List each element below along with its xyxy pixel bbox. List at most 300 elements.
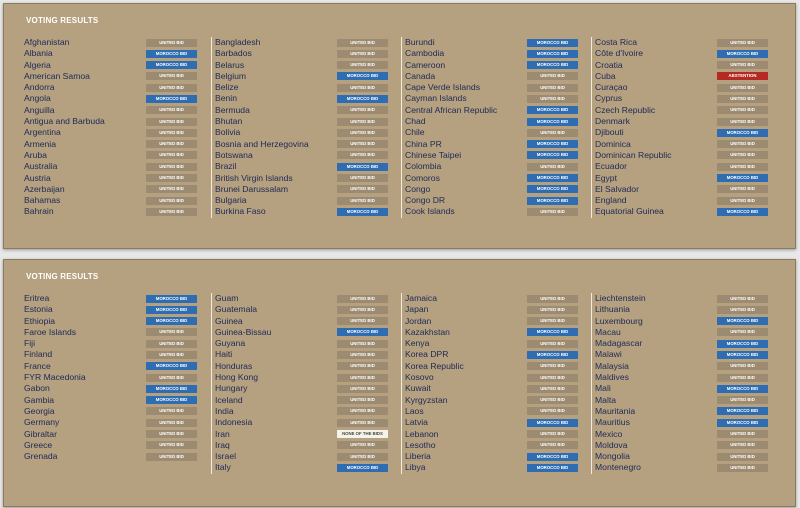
country-name: Brazil: [215, 161, 237, 172]
country-columns: [21, 37, 781, 237]
vote-badge: UNITED BID: [717, 185, 768, 193]
country-name: Bosnia and Herzegovina: [215, 138, 309, 149]
country-name: Czech Republic: [595, 104, 656, 115]
country-row: [402, 127, 584, 138]
vote-badge: UNITED BID: [717, 61, 768, 69]
vote-badge: UNITED BID: [527, 374, 578, 382]
country-row: [21, 316, 203, 327]
country-row: [402, 451, 584, 462]
vote-badge: UNITED BID: [527, 441, 578, 449]
country-name: Iceland: [215, 394, 243, 405]
country-row: [212, 93, 394, 104]
country-name: Ecuador: [595, 161, 628, 172]
country-row: [592, 150, 774, 161]
country-row: [592, 327, 774, 338]
country-name: Burundi: [405, 37, 435, 47]
country-row: [402, 150, 584, 161]
vote-badge: MOROCCO BID: [337, 464, 388, 472]
country-row: [402, 184, 584, 195]
country-name: Belarus: [215, 59, 245, 70]
country-name: Guyana: [215, 338, 246, 349]
country-row: [592, 116, 774, 127]
country-name: Kuwait: [405, 383, 431, 394]
vote-badge: UNITED BID: [146, 340, 197, 348]
country-row: [21, 139, 203, 150]
country-name: Lesotho: [405, 439, 436, 450]
country-row: [592, 304, 774, 315]
country-row: [592, 82, 774, 93]
country-row: [21, 60, 203, 71]
vote-badge: UNITED BID: [337, 50, 388, 58]
country-column: [591, 37, 774, 218]
country-name: Maldives: [595, 372, 629, 383]
country-row: [402, 195, 584, 206]
country-name: Argentina: [24, 127, 61, 138]
country-name: Gambia: [24, 394, 55, 405]
country-name: Botswana: [215, 149, 253, 160]
country-name: Dominican Republic: [595, 149, 672, 160]
country-column: [21, 293, 203, 462]
country-name: Bhutan: [215, 116, 243, 127]
vote-badge: UNITED BID: [337, 340, 388, 348]
vote-badge: UNITED BID: [337, 151, 388, 159]
vote-badge: MOROCCO BID: [527, 106, 578, 114]
vote-badge: MOROCCO BID: [717, 129, 768, 137]
vote-badge: ABSTENTION: [717, 72, 768, 80]
country-name: Central African Republic: [405, 104, 498, 115]
country-row: [212, 316, 394, 327]
country-name: Liechtenstein: [595, 293, 646, 303]
vote-badge: MOROCCO BID: [527, 185, 578, 193]
country-row: [21, 127, 203, 138]
country-name: Luxembourg: [595, 315, 643, 326]
vote-badge: MOROCCO BID: [527, 197, 578, 205]
vote-badge: UNITED BID: [527, 129, 578, 137]
country-name: Austria: [24, 172, 51, 183]
country-name: Chile: [405, 127, 425, 138]
country-row: [212, 139, 394, 150]
vote-badge: MOROCCO BID: [337, 95, 388, 103]
country-row: [592, 451, 774, 462]
country-name: Kosovo: [405, 372, 434, 383]
country-name: Belize: [215, 82, 239, 93]
vote-badge: UNITED BID: [337, 61, 388, 69]
vote-badge: UNITED BID: [717, 84, 768, 92]
country-name: Malawi: [595, 349, 622, 360]
vote-badge: UNITED BID: [337, 407, 388, 415]
country-row: [212, 195, 394, 206]
vote-badge: UNITED BID: [146, 118, 197, 126]
country-name: Libya: [405, 462, 426, 473]
country-row: [212, 173, 394, 184]
vote-badge: MOROCCO BID: [146, 295, 197, 303]
country-row: [212, 206, 394, 217]
country-row: [402, 338, 584, 349]
vote-badge: UNITED BID: [146, 419, 197, 427]
country-name: Mali: [595, 383, 611, 394]
country-row: [592, 395, 774, 406]
vote-badge: UNITED BID: [337, 362, 388, 370]
vote-badge: UNITED BID: [527, 295, 578, 303]
country-name: Equatorial Guinea: [595, 206, 664, 217]
vote-badge: UNITED BID: [337, 295, 388, 303]
country-name: El Salvador: [595, 183, 639, 194]
country-name: Japan: [405, 304, 429, 315]
country-row: [402, 327, 584, 338]
vote-badge: MOROCCO BID: [337, 328, 388, 336]
country-name: Cambodia: [405, 48, 445, 59]
country-name: Germany: [24, 417, 60, 428]
vote-badge: UNITED BID: [146, 129, 197, 137]
vote-badge: UNITED BID: [146, 72, 197, 80]
vote-badge: MOROCCO BID: [527, 61, 578, 69]
vote-badge: UNITED BID: [337, 419, 388, 427]
country-column: [401, 37, 584, 218]
country-name: Algeria: [24, 59, 51, 70]
country-row: [21, 361, 203, 372]
vote-badge: UNITED BID: [717, 441, 768, 449]
vote-badge: MOROCCO BID: [717, 50, 768, 58]
country-row: [402, 383, 584, 394]
country-row: [402, 293, 584, 304]
country-name: India: [215, 405, 234, 416]
vote-badge: UNITED BID: [337, 396, 388, 404]
vote-badge: UNITED BID: [337, 185, 388, 193]
vote-badge: UNITED BID: [337, 106, 388, 114]
country-name: Brunei Darussalam: [215, 183, 289, 194]
country-name: Bolivia: [215, 127, 241, 138]
vote-badge: UNITED BID: [146, 185, 197, 193]
country-row: [21, 327, 203, 338]
country-name: Hong Kong: [215, 372, 259, 383]
vote-badge: MOROCCO BID: [146, 50, 197, 58]
country-row: [402, 395, 584, 406]
country-row: [212, 60, 394, 71]
country-name: Barbados: [215, 48, 252, 59]
country-name: Gibraltar: [24, 428, 57, 439]
country-name: Kazakhstan: [405, 326, 450, 337]
vote-badge: MOROCCO BID: [717, 317, 768, 325]
country-row: [212, 395, 394, 406]
vote-badge: UNITED BID: [527, 407, 578, 415]
country-name: Cape Verde Islands: [405, 82, 481, 93]
vote-badge: MOROCCO BID: [337, 208, 388, 216]
country-name: Bahrain: [24, 206, 54, 217]
country-column: [591, 293, 774, 474]
country-name: Kyrgyzstan: [405, 394, 448, 405]
country-row: [592, 440, 774, 451]
country-row: [402, 82, 584, 93]
country-row: [21, 71, 203, 82]
country-row: [592, 71, 774, 82]
country-name: Israel: [215, 451, 237, 462]
country-name: Australia: [24, 161, 58, 172]
country-name: Bermuda: [215, 104, 250, 115]
vote-badge: MOROCCO BID: [527, 174, 578, 182]
country-name: Lebanon: [405, 428, 439, 439]
vote-badge: MOROCCO BID: [527, 118, 578, 126]
vote-badge: MOROCCO BID: [527, 419, 578, 427]
country-name: Bahamas: [24, 195, 61, 206]
country-row: [402, 139, 584, 150]
country-name: Greece: [24, 439, 53, 450]
country-name: Mongolia: [595, 451, 630, 462]
country-row: [21, 429, 203, 440]
country-name: Fiji: [24, 338, 35, 349]
country-row: [592, 60, 774, 71]
country-row: [21, 105, 203, 116]
vote-badge: UNITED BID: [527, 362, 578, 370]
country-name: Benin: [215, 93, 237, 104]
country-name: Colombia: [405, 161, 442, 172]
country-name: Antigua and Barbuda: [24, 116, 105, 127]
country-row: [592, 383, 774, 394]
country-name: Costa Rica: [595, 37, 638, 47]
country-row: [212, 293, 394, 304]
country-row: [402, 462, 584, 473]
country-row: [212, 349, 394, 360]
country-row: [592, 105, 774, 116]
vote-badge: UNITED BID: [717, 118, 768, 126]
vote-badge: MOROCCO BID: [146, 61, 197, 69]
country-row: [592, 372, 774, 383]
vote-badge: UNITED BID: [146, 151, 197, 159]
vote-badge: UNITED BID: [146, 197, 197, 205]
vote-badge: MOROCCO BID: [146, 306, 197, 314]
country-name: Bulgaria: [215, 195, 247, 206]
country-name: Albania: [24, 48, 53, 59]
country-row: [402, 316, 584, 327]
country-row: [212, 150, 394, 161]
vote-badge: MOROCCO BID: [717, 340, 768, 348]
country-name: Bangladesh: [215, 37, 261, 47]
country-name: Curaçao: [595, 82, 628, 93]
country-name: France: [24, 360, 51, 371]
vote-badge: UNITED BID: [527, 208, 578, 216]
country-row: [212, 429, 394, 440]
country-row: [592, 361, 774, 372]
country-row: [592, 48, 774, 59]
country-row: [592, 184, 774, 195]
vote-badge: NONE OF THE BIDS: [337, 430, 388, 438]
country-row: [402, 372, 584, 383]
vote-badge: UNITED BID: [717, 430, 768, 438]
country-name: Iraq: [215, 439, 230, 450]
country-row: [402, 60, 584, 71]
vote-badge: MOROCCO BID: [527, 453, 578, 461]
country-row: [402, 440, 584, 451]
country-name: Korea Republic: [405, 360, 464, 371]
country-name: Azerbaijan: [24, 183, 65, 194]
vote-badge: UNITED BID: [337, 118, 388, 126]
country-column: [401, 293, 584, 474]
vote-badge: UNITED BID: [337, 453, 388, 461]
country-row: [212, 327, 394, 338]
country-name: Malta: [595, 394, 617, 405]
vote-badge: UNITED BID: [527, 385, 578, 393]
country-row: [592, 206, 774, 217]
vote-badge: MOROCCO BID: [146, 95, 197, 103]
country-name: Mauritania: [595, 405, 636, 416]
country-row: [402, 206, 584, 217]
country-row: [21, 372, 203, 383]
country-row: [212, 372, 394, 383]
country-row: [212, 462, 394, 473]
country-name: Dominica: [595, 138, 631, 149]
country-row: [212, 37, 394, 48]
country-name: Afghanistan: [24, 37, 70, 47]
country-name: Malaysia: [595, 360, 629, 371]
vote-badge: UNITED BID: [146, 163, 197, 171]
vote-badge: MOROCCO BID: [717, 174, 768, 182]
vote-badge: MOROCCO BID: [717, 385, 768, 393]
vote-badge: UNITED BID: [146, 430, 197, 438]
country-name: Aruba: [24, 149, 47, 160]
country-name: Comoros: [405, 172, 440, 183]
vote-badge: UNITED BID: [717, 328, 768, 336]
vote-badge: MOROCCO BID: [527, 464, 578, 472]
country-name: Latvia: [405, 417, 428, 428]
country-row: [402, 116, 584, 127]
vote-badge: UNITED BID: [146, 140, 197, 148]
country-name: Egypt: [595, 172, 617, 183]
country-row: [592, 406, 774, 417]
country-name: Georgia: [24, 405, 55, 416]
country-row: [212, 127, 394, 138]
country-name: Cook Islands: [405, 206, 455, 217]
vote-badge: MOROCCO BID: [717, 407, 768, 415]
vote-badge: UNITED BID: [146, 84, 197, 92]
country-name: Côte d'Ivoire: [595, 48, 643, 59]
voting-results-panel-1: [3, 3, 796, 249]
country-name: Eritrea: [24, 293, 50, 303]
country-name: Chad: [405, 116, 426, 127]
country-name: Mauritius: [595, 417, 630, 428]
vote-badge: UNITED BID: [337, 129, 388, 137]
country-name: Laos: [405, 405, 424, 416]
vote-badge: UNITED BID: [717, 197, 768, 205]
vote-badge: UNITED BID: [146, 208, 197, 216]
country-row: [21, 173, 203, 184]
vote-badge: UNITED BID: [146, 407, 197, 415]
country-name: Mexico: [595, 428, 623, 439]
country-name: Cuba: [595, 70, 616, 81]
country-row: [402, 429, 584, 440]
country-row: [21, 304, 203, 315]
country-row: [402, 93, 584, 104]
country-row: [212, 82, 394, 93]
vote-badge: UNITED BID: [717, 39, 768, 47]
country-row: [212, 184, 394, 195]
vote-badge: UNITED BID: [717, 362, 768, 370]
country-name: Iran: [215, 428, 230, 439]
vote-badge: UNITED BID: [337, 39, 388, 47]
country-name: Cyprus: [595, 93, 623, 104]
vote-badge: UNITED BID: [337, 317, 388, 325]
vote-badge: UNITED BID: [527, 430, 578, 438]
vote-badge: UNITED BID: [527, 396, 578, 404]
vote-badge: MOROCCO BID: [527, 140, 578, 148]
vote-badge: UNITED BID: [146, 106, 197, 114]
country-columns: [21, 293, 781, 493]
country-name: Guinea: [215, 315, 243, 326]
country-name: Hungary: [215, 383, 248, 394]
vote-badge: UNITED BID: [337, 174, 388, 182]
country-column: [211, 37, 394, 218]
vote-badge: MOROCCO BID: [337, 163, 388, 171]
country-name: Congo DR: [405, 195, 446, 206]
vote-badge: UNITED BID: [337, 84, 388, 92]
vote-badge: MOROCCO BID: [717, 419, 768, 427]
vote-badge: UNITED BID: [527, 95, 578, 103]
country-name: Madagascar: [595, 338, 643, 349]
vote-badge: UNITED BID: [337, 197, 388, 205]
country-row: [402, 105, 584, 116]
country-row: [212, 383, 394, 394]
vote-badge: UNITED BID: [717, 95, 768, 103]
country-name: Cayman Islands: [405, 93, 467, 104]
country-row: [402, 361, 584, 372]
vote-badge: UNITED BID: [717, 374, 768, 382]
country-row: [21, 116, 203, 127]
country-row: [212, 304, 394, 315]
vote-badge: MOROCCO BID: [527, 151, 578, 159]
country-name: Anguilla: [24, 104, 55, 115]
country-name: Grenada: [24, 451, 58, 462]
country-row: [21, 195, 203, 206]
country-name: Andorra: [24, 82, 55, 93]
vote-badge: MOROCCO BID: [146, 362, 197, 370]
country-row: [21, 417, 203, 428]
vote-badge: UNITED BID: [527, 84, 578, 92]
country-row: [592, 173, 774, 184]
voting-results-panel-2: [3, 259, 796, 507]
country-row: [212, 105, 394, 116]
vote-badge: UNITED BID: [146, 328, 197, 336]
vote-badge: UNITED BID: [146, 453, 197, 461]
country-row: [402, 37, 584, 48]
country-row: [212, 406, 394, 417]
vote-badge: UNITED BID: [527, 306, 578, 314]
vote-badge: UNITED BID: [717, 306, 768, 314]
vote-badge: UNITED BID: [146, 351, 197, 359]
country-row: [402, 161, 584, 172]
country-name: Burkina Faso: [215, 206, 266, 217]
country-name: Korea DPR: [405, 349, 449, 360]
vote-badge: UNITED BID: [146, 174, 197, 182]
country-row: [592, 349, 774, 360]
country-name: Gabon: [24, 383, 50, 394]
country-name: British Virgin Islands: [215, 172, 293, 183]
country-row: [592, 462, 774, 473]
country-name: China PR: [405, 138, 442, 149]
country-row: [592, 316, 774, 327]
country-row: [212, 71, 394, 82]
vote-badge: UNITED BID: [146, 374, 197, 382]
vote-badge: MOROCCO BID: [146, 317, 197, 325]
vote-badge: MOROCCO BID: [527, 328, 578, 336]
country-name: Haiti: [215, 349, 233, 360]
country-name: Chinese Taipei: [405, 149, 462, 160]
country-row: [21, 48, 203, 59]
vote-badge: MOROCCO BID: [337, 72, 388, 80]
vote-badge: UNITED BID: [717, 163, 768, 171]
country-row: [21, 451, 203, 462]
country-name: Honduras: [215, 360, 253, 371]
country-name: Canada: [405, 70, 436, 81]
country-name: Guatemala: [215, 304, 258, 315]
country-row: [21, 293, 203, 304]
